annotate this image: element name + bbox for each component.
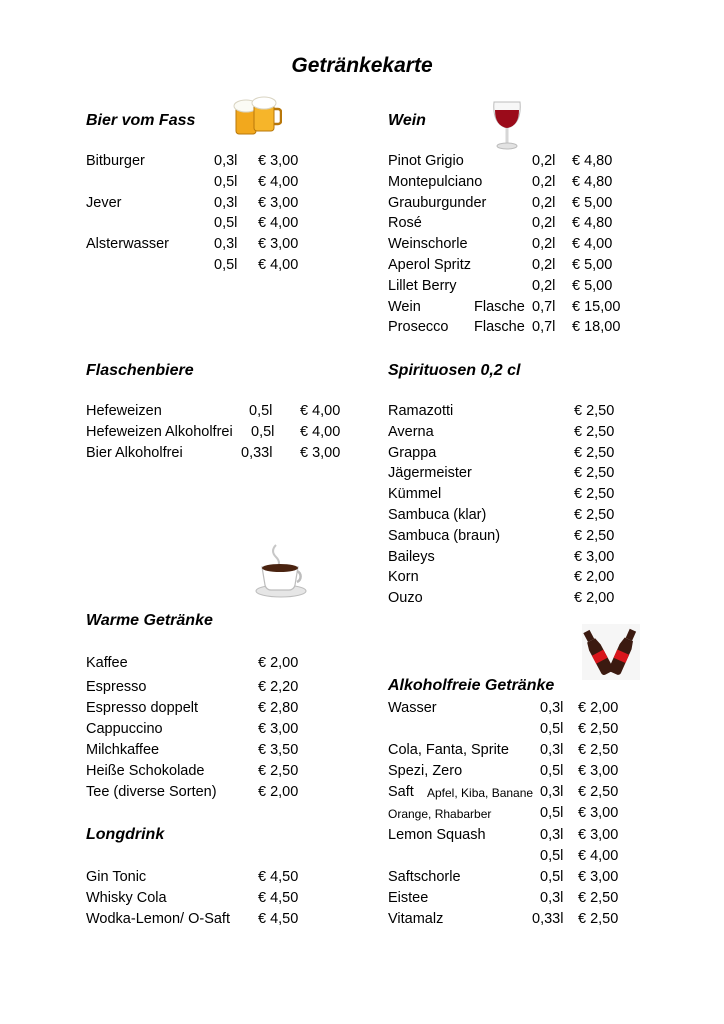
menu-row: [388, 297, 638, 318]
item-name: Tee (diverse Sorten): [86, 784, 217, 800]
menu-row: [86, 255, 336, 276]
item-size: 0,33l: [241, 445, 273, 461]
menu-row: [388, 547, 638, 568]
item-size: 0,2l: [532, 173, 556, 190]
section-heading-flaschenbiere: Flaschenbiere: [86, 362, 194, 379]
menu-row: [388, 234, 638, 255]
item-price: € 2,00: [574, 590, 615, 607]
item-size: 0,5l: [540, 805, 564, 821]
menu-row: [388, 484, 638, 505]
menu-row: [86, 422, 341, 443]
item-price: € 3,00: [574, 548, 615, 565]
item-price: € 3,00: [258, 194, 299, 211]
item-name: Grauburgunder: [388, 194, 487, 211]
item-size: 0,33l: [532, 911, 564, 927]
item-size: 0,3l: [540, 742, 564, 758]
item-price: € 5,00: [572, 277, 613, 294]
item-name: Jägermeister: [388, 465, 472, 482]
item-price: € 2,50: [574, 465, 615, 482]
item-price: € 4,00: [258, 173, 299, 190]
item-name: Wein: [388, 298, 421, 315]
cola-bottles-icon: [582, 624, 640, 680]
menu-row: [388, 782, 638, 803]
item-name: Lillet Berry: [388, 277, 457, 294]
item-name: Bier Alkoholfrei: [86, 445, 183, 461]
menu-row: [388, 803, 638, 824]
menu-row: [388, 505, 638, 526]
item-name: Prosecco: [388, 319, 449, 336]
section-heading-bier-vom-fass: Bier vom Fass: [86, 112, 196, 129]
item-size: 0,3l: [214, 194, 238, 211]
item-size: 0,5l: [214, 215, 238, 232]
item-price: € 4,50: [258, 910, 299, 927]
item-size: 0,5l: [540, 763, 564, 779]
item-name: Baileys: [388, 548, 435, 565]
menu-row: [388, 761, 638, 782]
item-price: € 2,80: [258, 700, 299, 716]
menu-row: [388, 422, 638, 443]
item-name: Wodka-Lemon/ O-Saft: [86, 910, 230, 927]
menu-row: [388, 846, 638, 867]
item-variants: Orange, Rhabarber: [388, 807, 492, 821]
item-price: € 5,00: [572, 194, 613, 211]
item-price: € 2,50: [574, 444, 615, 461]
item-size: 0,7l: [532, 298, 556, 315]
item-price: € 3,00: [578, 763, 619, 779]
item-price: € 2,50: [578, 742, 619, 758]
item-price: € 2,50: [574, 403, 615, 419]
item-price: € 4,80: [572, 215, 613, 232]
item-size: 0,5l: [214, 257, 238, 273]
item-size: 0,3l: [214, 153, 238, 169]
item-size: 0,7l: [532, 319, 556, 336]
item-name: Jever: [86, 194, 122, 211]
item-price: € 2,00: [258, 655, 299, 671]
item-bottle-label: Flasche: [474, 319, 525, 336]
item-name: Kaffee: [86, 655, 128, 671]
menu-row: [86, 719, 336, 740]
item-price: € 4,00: [578, 848, 619, 864]
menu-row: [86, 698, 336, 719]
item-price: € 4,00: [300, 403, 341, 419]
menu-row: [86, 653, 336, 674]
wine-glass-icon: [490, 100, 524, 150]
item-price: € 2,50: [574, 527, 615, 544]
item-price: € 3,00: [578, 827, 619, 843]
item-name: Cappuccino: [86, 721, 163, 737]
item-name: Cola, Fanta, Sprite: [388, 742, 509, 758]
item-name: Saft: [388, 784, 414, 800]
item-name: Kümmel: [388, 486, 442, 503]
item-name: Rosé: [388, 215, 422, 232]
item-price: € 2,50: [578, 784, 619, 800]
item-size: 0,2l: [532, 215, 556, 232]
menu-row: [86, 867, 336, 888]
item-price: € 3,50: [258, 742, 299, 758]
item-price: € 3,00: [258, 153, 299, 169]
item-name: Espresso doppelt: [86, 700, 199, 716]
item-name: Montepulciano: [388, 173, 483, 190]
item-price: € 4,00: [572, 236, 613, 253]
item-size: 0,3l: [540, 890, 564, 906]
menu-row: [86, 172, 336, 193]
item-size: 0,5l: [249, 403, 273, 419]
menu-row: [86, 443, 341, 464]
menu-row: [388, 526, 638, 547]
item-name: Ramazotti: [388, 403, 454, 419]
section-heading-alkoholfreie-getraenke: Alkoholfreie Getränke: [388, 677, 555, 694]
item-price: € 2,00: [258, 784, 299, 800]
item-size: 0,5l: [540, 848, 564, 864]
item-name: Korn: [388, 569, 419, 586]
menu-row: [388, 825, 638, 846]
item-price: € 5,00: [572, 257, 613, 273]
item-name: Saftschorle: [388, 869, 461, 885]
item-size: 0,2l: [532, 153, 556, 169]
menu-row: [86, 234, 336, 255]
item-name: Grappa: [388, 444, 437, 461]
menu-row: [388, 867, 638, 888]
menu-row: [86, 761, 336, 782]
menu-row: [86, 193, 336, 214]
section-heading-wein: Wein: [388, 112, 426, 129]
item-price: € 2,00: [574, 569, 615, 586]
item-price: € 3,00: [578, 869, 619, 885]
item-name: Vitamalz: [388, 911, 444, 927]
section-heading-warme-getraenke: Warme Getränke: [86, 612, 213, 629]
menu-row: [388, 172, 638, 193]
item-price: € 2,50: [578, 721, 619, 737]
item-price: € 4,80: [572, 173, 613, 190]
item-size: 0,3l: [540, 700, 564, 716]
menu-row: [388, 588, 638, 609]
menu-row: [388, 255, 638, 276]
item-price: € 4,00: [258, 257, 299, 273]
page-title: Getränkekarte: [291, 54, 433, 77]
menu-row: [388, 740, 638, 761]
item-variants: Apfel, Kiba, Banane: [427, 786, 534, 800]
menu-row: [388, 719, 638, 740]
item-price: € 2,50: [574, 423, 615, 440]
item-name: Lemon Squash: [388, 827, 486, 843]
menu-row: [388, 463, 638, 484]
item-price: € 2,50: [578, 890, 619, 906]
section-heading-spirituosen: Spirituosen 0,2 cl: [388, 362, 521, 379]
item-name: Aperol Spritz: [388, 257, 472, 273]
item-name: Weinschorle: [388, 236, 468, 253]
item-price: € 2,50: [258, 763, 299, 779]
item-price: € 3,00: [300, 445, 341, 461]
item-name: Heiße Schokolade: [86, 763, 205, 779]
item-name: Bitburger: [86, 153, 145, 169]
menu-row: [86, 909, 336, 930]
item-name: Espresso: [86, 679, 147, 695]
menu-row: [86, 213, 336, 234]
item-price: € 2,00: [578, 700, 619, 716]
item-name: Spezi, Zero: [388, 763, 463, 779]
item-name: Hefeweizen: [86, 403, 162, 419]
item-name: Hefeweizen Alkoholfrei: [86, 424, 233, 440]
item-size: 0,3l: [214, 236, 238, 253]
item-size: 0,3l: [540, 784, 564, 800]
item-name: Alsterwasser: [86, 236, 169, 253]
item-price: € 4,80: [572, 153, 613, 169]
menu-row: [388, 401, 638, 422]
item-size: 0,2l: [532, 236, 556, 253]
menu-row: [388, 888, 638, 909]
item-price: € 3,00: [258, 236, 299, 253]
item-price: € 2,50: [574, 486, 615, 503]
item-size: 0,2l: [532, 277, 556, 294]
item-price: € 15,00: [572, 298, 621, 315]
menu-row: [388, 193, 638, 214]
item-price: € 18,00: [572, 319, 621, 336]
menu-row: [86, 677, 336, 698]
menu-row: [388, 909, 638, 930]
menu-row: [86, 401, 341, 422]
menu-row: [86, 151, 336, 172]
item-name: Whisky Cola: [86, 889, 167, 906]
menu-row: [86, 740, 336, 761]
item-price: € 3,00: [578, 805, 619, 821]
item-price: € 4,00: [300, 424, 341, 440]
coffee-cup-icon: [254, 543, 308, 599]
item-price: € 4,00: [258, 215, 299, 232]
item-name: Gin Tonic: [86, 869, 147, 885]
item-price: € 2,50: [578, 911, 619, 927]
item-name: Pinot Grigio: [388, 153, 464, 169]
menu-row: [388, 698, 638, 719]
menu-row: [86, 888, 336, 909]
item-name: Sambuca (klar): [388, 507, 487, 523]
item-name: Ouzo: [388, 590, 423, 607]
item-size: 0,5l: [214, 173, 238, 190]
item-name: Sambuca (braun): [388, 527, 501, 544]
item-name: Eistee: [388, 890, 429, 906]
item-size: 0,5l: [540, 721, 564, 737]
menu-row: [388, 151, 638, 172]
menu-row: [388, 213, 638, 234]
item-price: € 3,00: [258, 721, 299, 737]
item-price: € 4,50: [258, 869, 299, 885]
item-price: € 2,20: [258, 679, 299, 695]
menu-row: [388, 276, 638, 297]
item-size: 0,2l: [532, 257, 556, 273]
menu-row: [86, 782, 336, 803]
item-name: Averna: [388, 423, 434, 440]
item-price: € 2,50: [574, 507, 615, 523]
item-size: 0,5l: [540, 869, 564, 885]
item-bottle-label: Flasche: [474, 298, 525, 315]
menu-row: [388, 443, 638, 464]
item-size: 0,3l: [540, 827, 564, 843]
item-name: Milchkaffee: [86, 742, 160, 758]
item-price: € 4,50: [258, 889, 299, 906]
item-name: Wasser: [388, 700, 437, 716]
item-size: 0,2l: [532, 194, 556, 211]
item-size: 0,5l: [251, 424, 275, 440]
menu-row: [388, 567, 638, 588]
section-heading-longdrink: Longdrink: [86, 826, 165, 843]
beer-mugs-icon: [232, 94, 282, 140]
menu-row: [388, 317, 638, 338]
